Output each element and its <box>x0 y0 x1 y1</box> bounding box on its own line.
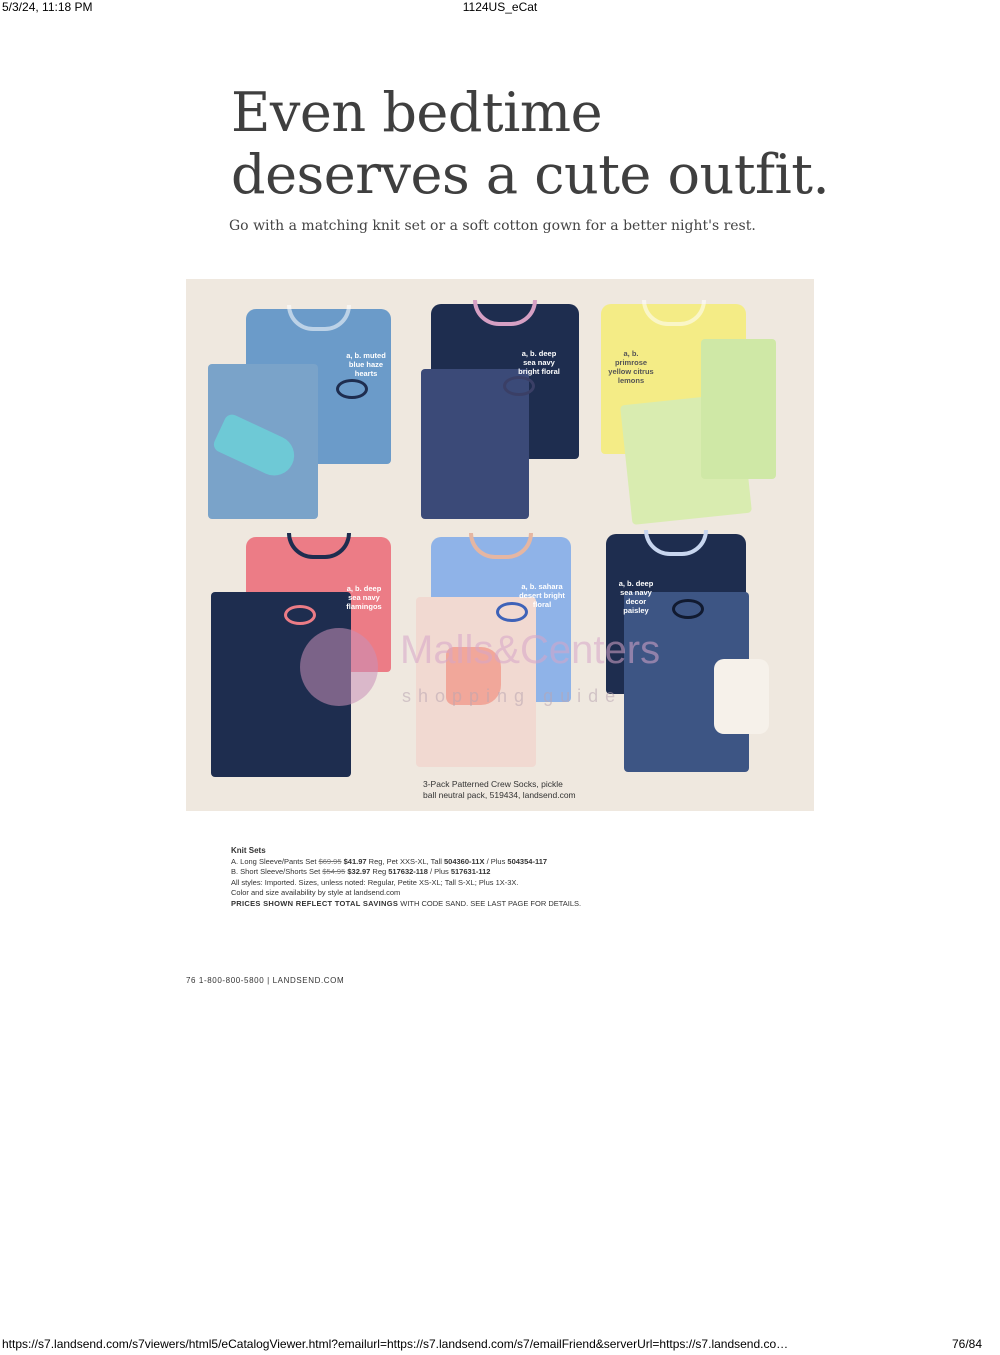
pajama-set-navy-paisley <box>606 534 786 784</box>
details-styles-line: All styles: Imported. Sizes, unless noted: Regular, Petite XS-XL; Tall S-XL; Plus 1X-3X. <box>231 877 519 887</box>
pajama-set-navy-floral <box>431 304 581 519</box>
color-label: a, b. deep sea navy flamingos <box>346 584 382 611</box>
color-label: a, b. deep sea navy decor paisley <box>618 579 654 615</box>
item-a-plus-label: / Plus <box>486 856 506 866</box>
socks-caption-line-2: ball neutral pack, 519434, landsend.com <box>423 790 576 800</box>
details-item-b <box>231 867 681 878</box>
pajama-set-coral-flamingos <box>246 537 396 787</box>
item-b-name: B. Short Sleeve/Shorts Set <box>231 867 321 876</box>
sock-image <box>714 659 769 734</box>
item-a-sizes: Reg, Pet XXS-XL, Tall <box>368 856 442 866</box>
print-date: 5/3/24, 11:18 PM <box>2 0 93 14</box>
item-b-plus-number: 517631-112 <box>450 867 491 876</box>
details-item-a <box>231 857 681 868</box>
color-label: a, b. sahara desert bright floral <box>519 582 565 609</box>
item-a-price: $41.97 <box>343 856 367 866</box>
print-footer <box>0 1337 1000 1353</box>
item-a-old-price: $69.95 <box>318 856 342 866</box>
product-photo <box>186 279 814 811</box>
print-document-title: 1124US_eCat <box>462 0 538 14</box>
item-a-name: A. Long Sleeve/Pants Set <box>231 856 317 866</box>
print-page-count: 76/84 <box>951 1337 982 1351</box>
watermark-subtitle: shopping guide <box>402 686 623 706</box>
item-b-sizes: Reg <box>372 867 387 876</box>
product-details <box>231 846 681 909</box>
item-b-old-price: $54.95 <box>322 867 346 876</box>
sock-image <box>446 647 501 705</box>
headline-line-1: Even bedtime <box>231 81 603 144</box>
bow-image <box>336 379 368 399</box>
item-a-plus-number: 504354-117 <box>507 856 548 866</box>
details-prices-note <box>231 899 681 910</box>
color-label: a, b. muted blue haze hearts <box>346 351 386 378</box>
pajama-set-periwinkle-floral <box>431 537 581 787</box>
page-headline <box>231 82 851 206</box>
bow-image <box>284 605 316 625</box>
item-a-number: 504360-11X <box>444 856 485 866</box>
prices-note-bold: PRICES SHOWN REFLECT TOTAL SAVINGS <box>231 898 399 908</box>
bottoms-image <box>701 339 776 479</box>
print-header <box>0 0 1000 16</box>
pajama-set-blue-haze <box>246 309 396 524</box>
pajama-set-yellow-lemons <box>601 304 781 519</box>
item-b-plus-label: / Plus <box>429 867 449 876</box>
bottoms-image <box>211 592 351 777</box>
catalog-page-footer: 76 1-800-800-5800 | LANDSEND.COM <box>186 976 345 985</box>
socks-caption-line-1: 3-Pack Patterned Crew Socks, pickle <box>423 779 563 789</box>
item-b-number: 517632-118 <box>388 867 428 876</box>
color-label: a, b. deep sea navy bright floral <box>518 349 560 376</box>
print-url: https://s7.landsend.com/s7viewers/html5/eCatalogViewer.html?emailurl=https://s7.landsend.com/s7/emailFriend&serverUrl=https://s7.landsend.co… <box>2 1337 789 1351</box>
prices-note-rest: WITH CODE SAND. SEE LAST PAGE FOR DETAILS. <box>400 898 582 908</box>
watermark-title: Malls&Centers <box>400 628 661 672</box>
details-availability-line: Color and size availability by style at landsend.com <box>231 888 401 897</box>
headline-line-2: deserves a cute outfit. <box>231 143 830 206</box>
details-title: Knit Sets <box>231 846 266 855</box>
socks-caption <box>423 779 643 801</box>
item-b-price: $32.97 <box>347 867 371 876</box>
page-subhead: Go with a matching knit set or a soft cotton gown for a better night's rest. <box>229 218 756 234</box>
bow-image <box>503 376 535 396</box>
color-label: a, b. primrose yellow citrus lemons <box>608 349 654 385</box>
bow-image <box>672 599 704 619</box>
